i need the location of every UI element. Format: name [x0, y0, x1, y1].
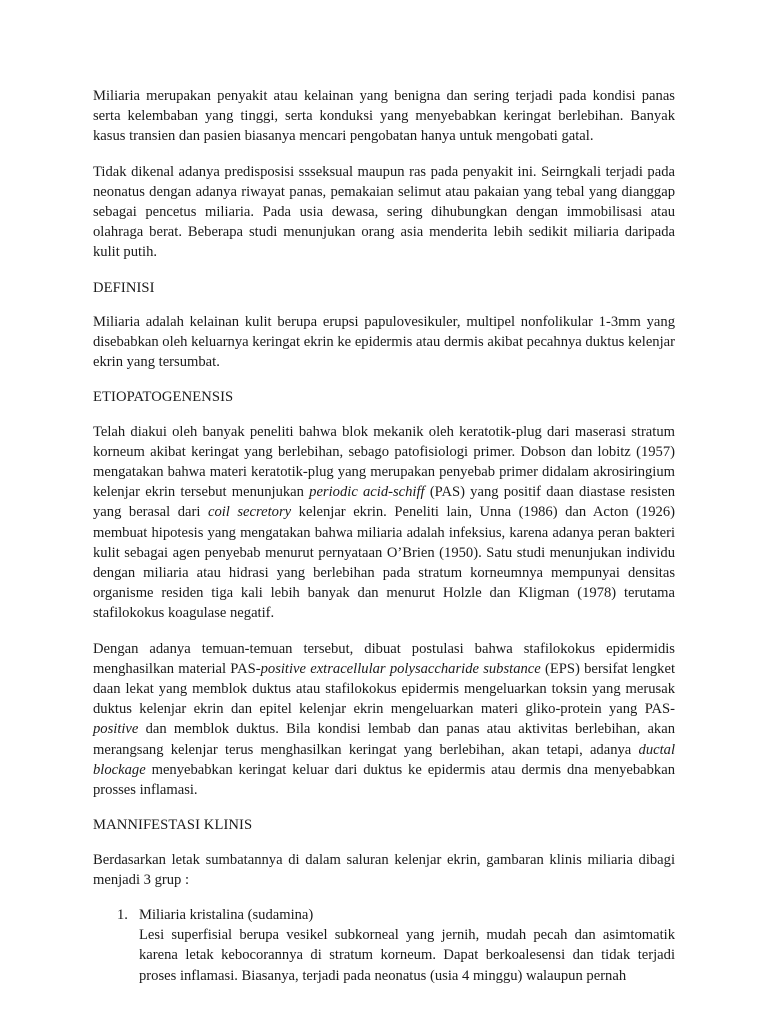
intro-paragraph-2: Tidak dikenal adanya predisposisi ssseksual maupun ras pada penyakit ini. Seirngkali terjadi pada neonatus dengan adanya riwayat panas, pemakaian selimut atau pakaian yang tebal yang dianggap sebagai pencetus miliaria. Pada usia dewasa, sering dihubungkan dengan immobilisasi atau olahraga berat. Beberapa studi menunjukan orang asia menderita lebih sedikit miliaria daripada kulit putih.: [93, 163, 675, 261]
text-run: kelenjar ekrin. Peneliti lain, Unna (1986) dan Acton (1926) membuat hipotesis yang mengatakan bahwa miliaria adalah infeksius, karena adanya peran bakteri kulit sebagai agen penyebab menurut pernyataan O’Brien (1950). Satu studi menunjukan individu dengan miliaria atau hidrasi yang berlebihan pada stratum korneumnya mempunyai densitas organisme residen tiga kali lebih banyak dan menurut Holzle dan Kligman (1978) terutama stafilokokus koagulase negatif.: [93, 504, 675, 622]
italic-term-positive: positive: [93, 721, 139, 738]
text-run: (PAS) yang positif daan diastase resisten yang berasal dari: [93, 484, 675, 521]
manifestasi-list: [93, 905, 675, 986]
manifestasi-intro-paragraph: Berdasarkan letak sumbatannya di dalam saluran kelenjar ekrin, gambaran klinis miliaria dibagi menjadi 3 grup :: [93, 851, 675, 888]
text-run: (EPS) bersifat lengket daan lekat yang memblok duktus atau stafilokokus epidermis mengeluarkan toksin yang merusak duktus kelenjar ekrin dan epitel kelenjar ekrin mengeluarkan materi gliko-protein yang PAS-: [93, 660, 676, 718]
text-run: Dengan adanya temuan-temuan tersebut, dibuat postulasi bahwa stafilokokus epidermidis menghasilkan material PAS-: [93, 640, 675, 677]
heading-etiopatogenensis: ETIOPATOGENENSIS: [93, 389, 234, 406]
text-run: menyebabkan keringat keluar dari duktus ke epidermis atau dermis dna menyebabkan prosses inflamasi.: [93, 761, 675, 799]
list-item: [93, 905, 675, 986]
italic-term-ductal-blockage: ductal blockage: [93, 741, 675, 778]
heading-definisi: DEFINISI: [93, 279, 155, 296]
heading-manifestasi-klinis: MANNIFESTASI KLINIS: [93, 817, 253, 834]
etiopatogenensis-paragraph-1: [93, 422, 675, 624]
list-item-title: Miliaria kristalina (sudamina): [139, 906, 314, 923]
italic-term-pas: periodic acid-schiff: [309, 484, 425, 501]
italic-term-eps: positive extracellular polysaccharide substance: [260, 660, 541, 677]
intro-paragraph-1: Miliaria merupakan penyakit atau kelainan yang benigna dan sering terjadi pada kondisi panas serta kelembaban yang tinggi, serta konduksi yang menyebabkan keringat berlebihan. Banyak kasus transien dan pasien biasanya mencari pengobatan hanya untuk mengobati gatal.: [93, 88, 675, 145]
etiopatogenensis-paragraph-2: [93, 639, 675, 801]
list-item-body: Lesi superfisial berupa vesikel subkorneal yang jernih, mudah pecah dan asimtomatik karena letak kebocorannya di stratum korneum. Dapat berkoalesensi dan tidak terjadi proses inflamasi. Biasanya, terjadi pada neonatus (usia 4 minggu) walaupun pernah: [139, 927, 675, 984]
list-item-number: 1.: [117, 906, 128, 923]
definisi-paragraph: Miliaria adalah kelainan kulit berupa erupsi papulovesikuler, multipel nonfolikular 1-3mm yang disebabkan oleh keluarnya keringat ekrin ke epidermis atau dermis akibat pecahnya duktus kelenjar ekrin yang tersumbat.: [93, 313, 675, 371]
italic-term-coil: coil secretory: [207, 504, 292, 521]
text-run: Telah diakui oleh banyak peneliti bahwa blok mekanik oleh keratotik-plug dari maserasi stratum korneum akibat keringat yang berlebihan, sebago patofisiologi primer. Dobson dan lobitz (1957) mengatakan bahwa materi keratotik-plug yang merupakan penyebab primer didalam akrosiringium kelenjar ekrin tersebut menunjukan: [93, 423, 675, 501]
text-run: dan memblok duktus. Bila kondisi lembab dan panas atau aktivitas berlebihan, akan merangsang kelenjar terus menghasilkan keringat yang berlebihan, akan tetapi, adanya: [93, 721, 675, 758]
document-page: [93, 86, 675, 986]
